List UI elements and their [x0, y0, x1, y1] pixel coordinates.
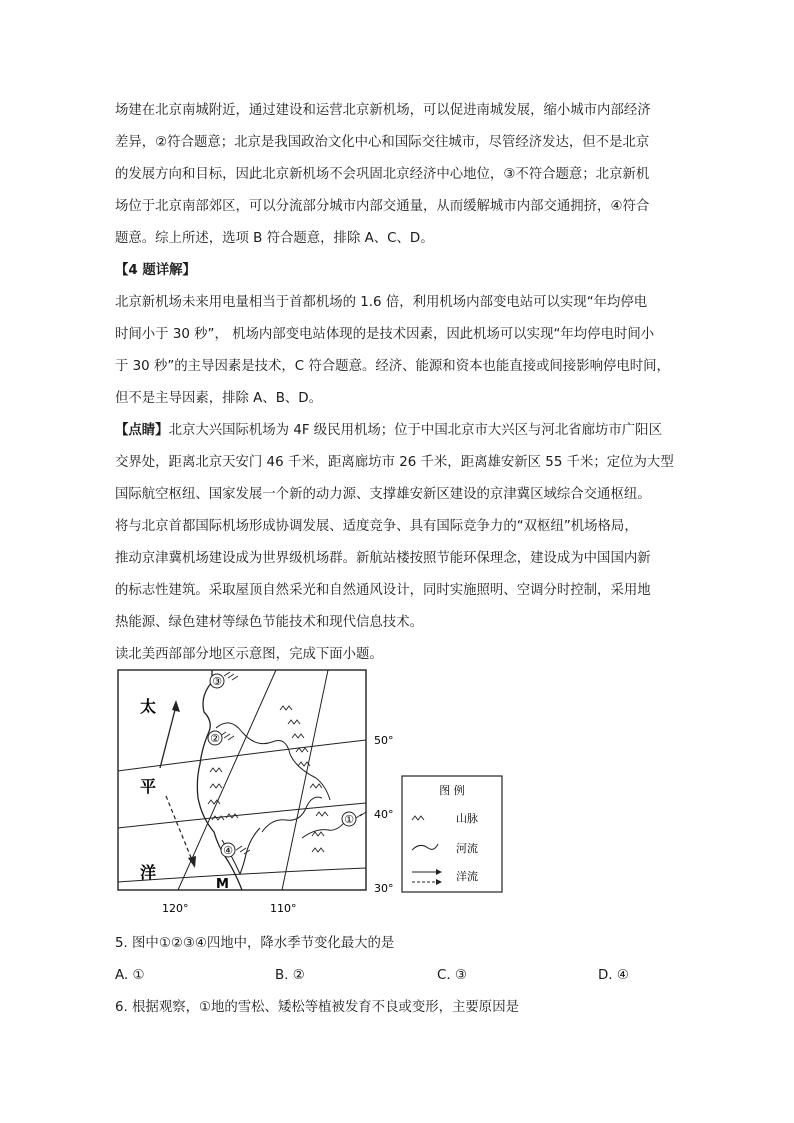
- ocean-char: 平: [140, 777, 157, 796]
- river-east: [302, 818, 348, 838]
- text-line: 将与北京首都国际机场形成协调发展、适度竞争、具有国际竞争力的“双枢纽”机场格局，: [115, 519, 638, 534]
- option-b[interactable]: B. ②: [275, 968, 305, 983]
- hatch-area-1: [356, 812, 366, 818]
- q4-heading: 【4 题详解】: [115, 263, 196, 278]
- text-line: 场位于北京南部郊区，可以分流部分城市内部交通量，从而缓解城市内部交通拥挤，④符合: [115, 199, 650, 214]
- lat-label-50: 50°: [374, 734, 394, 747]
- ocean-char: 太: [140, 697, 157, 716]
- answer-paragraph-q3: [115, 95, 685, 255]
- text-line: [115, 415, 685, 447]
- text-line: 推动京津冀机场建设成为世界级机场群。新航站楼按照节能环保理念，建设成为中国国内新: [115, 551, 651, 566]
- mountain-symbol: [210, 768, 222, 772]
- text-line: 但不是主导因素，排除 A、B、D。: [115, 391, 322, 406]
- question-6-stem: 6. 根据观察，①地的雪松、矮松等植被发育不良或变形，主要原因是: [115, 1000, 519, 1015]
- current-arrowhead-south: [188, 856, 196, 868]
- longitude-110-line: [282, 670, 328, 890]
- ocean-current-north: [160, 706, 176, 768]
- mountain-symbol: [312, 848, 324, 852]
- latitude-50-line: [118, 740, 366, 771]
- text-line: 于 30 秒”的主导因素是技术，C 符合题意。经济、能源和资本也能直接或间接影响停电时间，: [115, 359, 670, 374]
- q4-section: [115, 255, 685, 415]
- mountain-symbol: [312, 832, 324, 836]
- text-line: 交界处，距离北京天安门 46 千米，距离廊坊市 26 千米，距离雄安新区 55 千米；定位为大型: [115, 455, 674, 470]
- hatched-areas: [220, 672, 366, 854]
- place-marker-4: ④: [223, 844, 233, 857]
- river-south: [262, 797, 322, 832]
- mountain-symbols: [208, 706, 328, 852]
- mountain-symbol: [310, 784, 322, 788]
- current-arrowhead-north: [172, 700, 180, 712]
- map-svg: [116, 668, 506, 918]
- mountain-symbol: [316, 812, 328, 816]
- text-line: 题意。综上所述，选项 B 符合题意，排除 A、C、D。: [115, 231, 434, 246]
- question-5-options: [115, 961, 685, 991]
- coastline: [197, 670, 242, 890]
- place-marker-2: ②: [210, 732, 220, 745]
- legend-item-mountain: 山脉: [456, 812, 478, 825]
- latitude-40-line: [118, 803, 366, 828]
- mountain-symbol: [280, 706, 292, 710]
- ocean-char: 洋: [140, 863, 157, 882]
- point-m-label: M: [216, 877, 229, 892]
- text-line-rest: 北京大兴国际机场为 4F 级民用机场；位于中国北京市大兴区与河北省廊坊市广阳区: [168, 423, 662, 438]
- place-marker-3: ③: [212, 675, 222, 688]
- option-a[interactable]: A. ①: [115, 968, 145, 983]
- text-line: 北京新机场未来用电量相当于首都机场的 1.6 倍，利用机场内部变电站可以实现“年均停电: [115, 295, 648, 310]
- legend-title: 图 例: [439, 784, 465, 797]
- text-line: 场建在北京南城附近，通过建设和运营北京新机场，可以促进南城发展，缩小城市内部经济: [115, 103, 651, 118]
- option-d[interactable]: D. ④: [598, 968, 629, 983]
- river-north: [216, 723, 330, 800]
- text-line: 的标志性建筑。采取屋顶自然采光和自然通风设计，同时实施照明、空调分时控制，采用地: [115, 583, 651, 598]
- ocean-current-south: [166, 796, 192, 860]
- point-section: [115, 415, 685, 671]
- lat-label-30: 30°: [374, 882, 394, 895]
- lon-label-120: 120°: [162, 902, 189, 915]
- north-america-west-map: [116, 668, 506, 918]
- text-line: 差异，②符合题意；北京是我国政治文化中心和国际交往城市，尽管经济发达，但不是北京: [115, 135, 650, 150]
- text-line: 国际航空枢纽、国家发展一个新的动力源、支撑雄安新区建设的京津冀区域综合交通枢纽。: [115, 487, 651, 502]
- legend-item-river: 河流: [456, 842, 478, 855]
- text-line: 的发展方向和目标，因此北京新机场不会巩固北京经济中心地位，③不符合题意；北京新机: [115, 167, 650, 182]
- lat-label-40: 40°: [374, 808, 394, 821]
- mountain-symbol: [210, 784, 222, 788]
- place-marker-1: ①: [344, 813, 354, 826]
- lon-label-110: 110°: [270, 902, 297, 915]
- mountain-symbol: [288, 720, 300, 724]
- text-line: 时间小于 30 秒”， 机场内部变电站体现的是技术因素，因此机场可以实现“年均停电时间小: [115, 327, 655, 342]
- legend-item-current: 洋流: [456, 870, 478, 883]
- question-5-stem: 5. 图中①②③④四地中，降水季节变化最大的是: [115, 936, 395, 951]
- intro-line: 读北美西部部分地区示意图，完成下面小题。: [115, 647, 383, 662]
- mountain-symbol: [292, 734, 304, 738]
- text-line: 热能源、绿色建材等绿色节能技术和现代信息技术。: [115, 615, 423, 630]
- point-heading: 【点睛】: [115, 423, 169, 438]
- option-c[interactable]: C. ③: [437, 968, 467, 983]
- hatch-area-3: [224, 672, 238, 680]
